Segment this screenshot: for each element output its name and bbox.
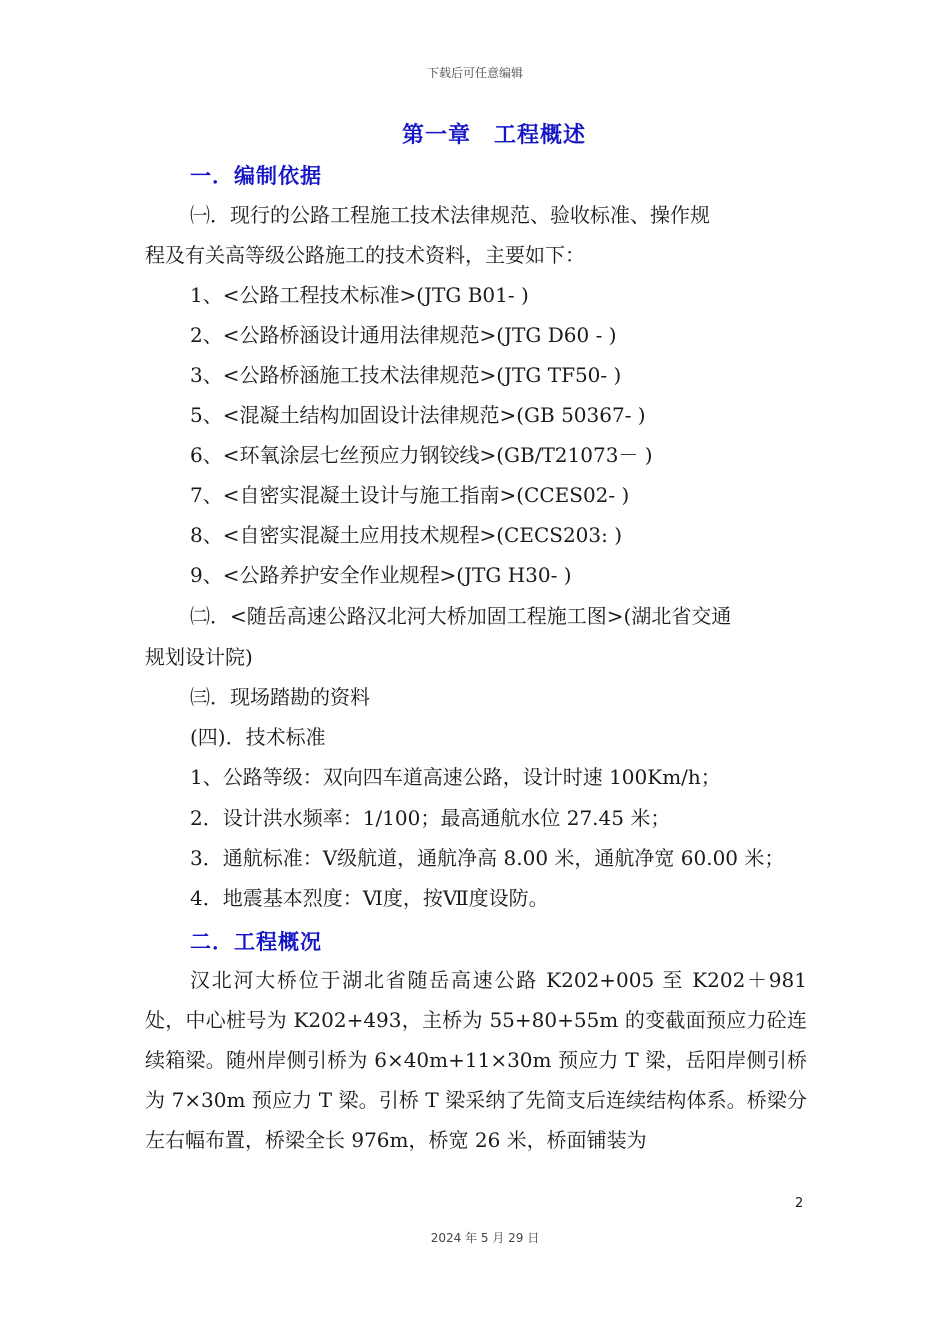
- reference-item: 6、<环氧涂层七丝预应力钢铰线>(GB/T21073－ ): [190, 443, 653, 467]
- basis-item-1-line-1: ㈠．现行的公路工程施工技术法律规范、验收标准、操作规: [190, 203, 710, 227]
- standard-item: 1、公路等级：双向四车道高速公路，设计时速 100Km/h；: [190, 765, 721, 789]
- basis-item-2-line-2: 规划设计院): [145, 645, 253, 669]
- section-heading-overview: 二．工程概况: [190, 930, 322, 954]
- chapter-title: 第一章 工程概述: [401, 123, 586, 148]
- basis-item-2-line-1: ㈡．<随岳高速公路汉北河大桥加固工程施工图>(湖北省交通: [190, 604, 732, 628]
- reference-item: 1、<公路工程技术标准>(JTG B01- ): [190, 283, 529, 307]
- section-heading-basis: 一．编制依据: [190, 164, 322, 188]
- basis-item-3: ㈢．现场踏勘的资料: [190, 685, 370, 709]
- page-footer-date: 2024 年 5 月 29 日: [430, 1231, 540, 1245]
- page-number: 2: [795, 1196, 804, 1211]
- standard-item: 3．通航标准：Ⅴ级航道，通航净高 8.00 米，通航净宽 60.00 米；: [190, 846, 785, 870]
- basis-item-1-line-2: 程及有关高等级公路施工的技术资料，主要如下：: [145, 243, 585, 267]
- reference-item: 2、<公路桥涵设计通用法律规范>(JTG D60 - ): [190, 323, 617, 347]
- overview-paragraph: 汉北河大桥位于湖北省随岳高速公路 K202+005 至 K202＋981 处，中心桩号为 K202+493，主桥为 55+80+55m 的变截面预应力砼连续箱梁。随州岸侧引桥为 6×40m+11×30m 预应力 T 梁，岳阳岸侧引桥为 7×30m 预应力 T 梁。引桥 T 梁采纳了先简支后连续结构体系。桥梁分左右幅布置，桥梁全长 976m，桥宽 26 米，桥面铺装为: [145, 968, 807, 1152]
- standard-item: 2．设计洪水频率：1/100；最高通航水位 27.45 米；: [190, 806, 671, 830]
- reference-item: 5、<混凝土结构加固设计法律规范>(GB 50367- ): [190, 403, 646, 427]
- page-header: 下载后可任意编辑: [426, 66, 523, 80]
- standard-item: 4．地震基本烈度：Ⅵ度，按Ⅶ度设防。: [190, 886, 549, 910]
- reference-item: 7、<自密实混凝土设计与施工指南>(CCES02- ): [190, 483, 630, 507]
- reference-item: 9、<公路养护安全作业规程>(JTG H30- ): [190, 563, 572, 587]
- reference-item: 8、<自密实混凝土应用技术规程>(CECS203: ): [190, 523, 623, 547]
- reference-item: 3、<公路桥涵施工技术法律规范>(JTG TF50- ): [190, 363, 622, 387]
- basis-item-4: (四)．技术标准: [190, 725, 326, 749]
